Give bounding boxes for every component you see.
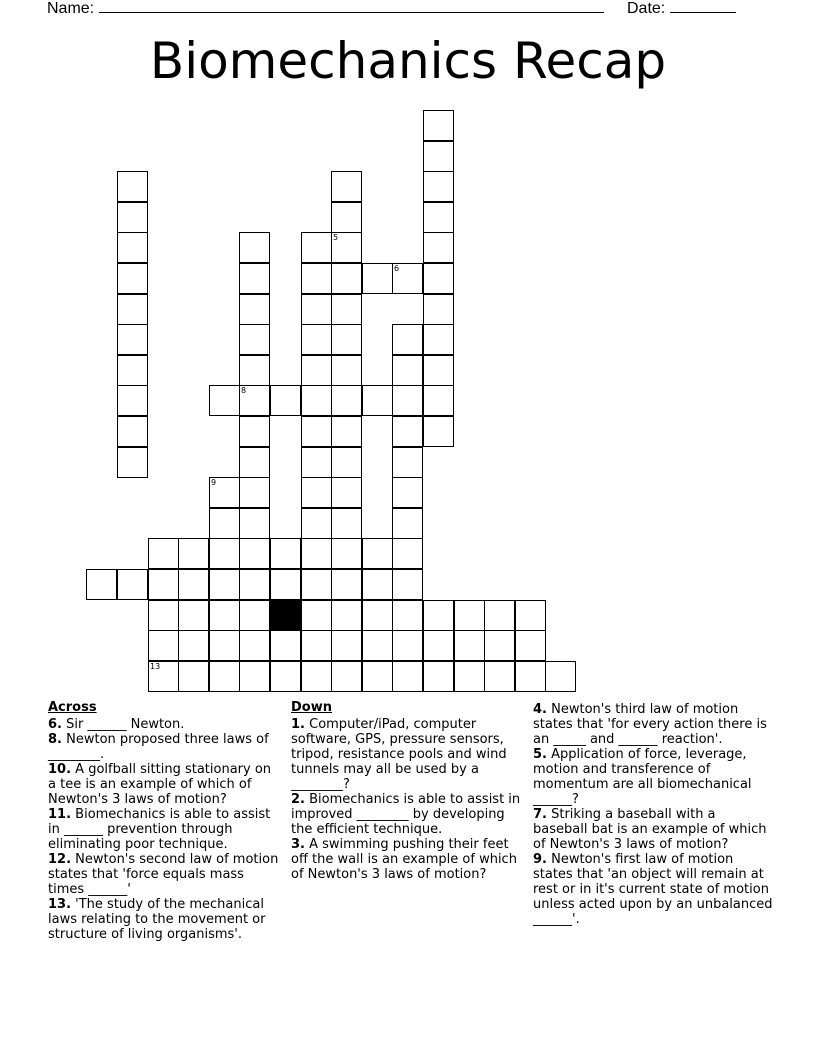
grid-cell[interactable] bbox=[301, 263, 332, 294]
grid-cell[interactable] bbox=[117, 569, 148, 600]
clue-num: 12. bbox=[48, 852, 72, 867]
clue-item bbox=[533, 702, 773, 747]
clue-num: 9. bbox=[533, 852, 547, 867]
grid-cell[interactable] bbox=[148, 569, 179, 600]
grid-cell[interactable] bbox=[362, 385, 393, 416]
grid-cell[interactable] bbox=[423, 630, 454, 661]
down-list bbox=[291, 717, 523, 882]
grid-cell[interactable] bbox=[239, 630, 270, 661]
grid-cell[interactable] bbox=[331, 385, 362, 416]
grid-cell[interactable] bbox=[362, 630, 393, 661]
grid-cell[interactable] bbox=[331, 600, 362, 631]
clue-text: Biomechanics is able to assist in improved ________ by developing the efficient technique. bbox=[291, 792, 521, 837]
clue-item bbox=[291, 717, 523, 792]
clue-num: 4. bbox=[533, 702, 547, 717]
clue-item bbox=[291, 837, 523, 882]
grid-cell[interactable] bbox=[331, 263, 362, 294]
clue-num: 6. bbox=[48, 717, 62, 732]
grid-cell[interactable] bbox=[423, 232, 454, 263]
grid-cell[interactable] bbox=[301, 385, 332, 416]
grid-cell[interactable] bbox=[178, 538, 209, 569]
clue-num: 2. bbox=[291, 792, 305, 807]
clue-text: Newton's third law of motion states that 'for every action there is an _____ and ______ reaction'. bbox=[533, 702, 767, 747]
grid-cell[interactable] bbox=[117, 385, 148, 416]
clue-num: 5. bbox=[533, 747, 547, 762]
grid-cell[interactable] bbox=[392, 569, 423, 600]
grid-cell[interactable] bbox=[209, 477, 240, 508]
grid-cell[interactable] bbox=[239, 569, 270, 600]
grid-cell[interactable] bbox=[423, 416, 454, 447]
grid-cell[interactable] bbox=[117, 294, 148, 325]
clue-item bbox=[48, 717, 283, 732]
grid-cell[interactable] bbox=[178, 630, 209, 661]
grid-cell[interactable] bbox=[454, 661, 485, 692]
grid-cell[interactable] bbox=[454, 600, 485, 631]
grid-cell[interactable] bbox=[484, 630, 515, 661]
grid-cell[interactable] bbox=[331, 416, 362, 447]
grid-cell[interactable] bbox=[545, 661, 576, 692]
clue-num: 1. bbox=[291, 717, 305, 732]
grid-cell[interactable] bbox=[239, 477, 270, 508]
clue-item bbox=[48, 852, 283, 897]
clue-item bbox=[48, 762, 283, 807]
grid-cell[interactable] bbox=[239, 538, 270, 569]
across-heading: Across bbox=[48, 700, 97, 715]
grid-cell[interactable] bbox=[331, 477, 362, 508]
grid-cell[interactable] bbox=[423, 661, 454, 692]
grid-cell[interactable] bbox=[301, 630, 332, 661]
down-heading: Down bbox=[291, 700, 332, 715]
grid-cell[interactable] bbox=[392, 324, 423, 355]
grid-cell[interactable] bbox=[331, 202, 362, 233]
grid-cell[interactable] bbox=[362, 569, 393, 600]
grid-cell[interactable] bbox=[423, 263, 454, 294]
grid-cell[interactable] bbox=[301, 294, 332, 325]
grid-cell[interactable] bbox=[423, 600, 454, 631]
grid-cell[interactable] bbox=[301, 600, 332, 631]
grid-cell[interactable] bbox=[301, 232, 332, 263]
grid-cell[interactable] bbox=[239, 355, 270, 386]
across-clues bbox=[48, 700, 283, 942]
clue-number: 9 bbox=[211, 478, 217, 487]
grid-cell[interactable] bbox=[239, 385, 270, 416]
black-cell bbox=[270, 600, 301, 631]
grid-cell[interactable] bbox=[301, 447, 332, 478]
grid-cell[interactable] bbox=[209, 508, 240, 539]
grid-cell[interactable] bbox=[86, 569, 117, 600]
clue-text: 'The study of the mechanical laws relating to the movement or structure of living organisms'. bbox=[48, 897, 266, 942]
grid-cell[interactable] bbox=[515, 630, 546, 661]
grid-cell[interactable] bbox=[423, 141, 454, 172]
grid-cell[interactable] bbox=[331, 355, 362, 386]
grid-cell[interactable] bbox=[209, 630, 240, 661]
grid-cell[interactable] bbox=[178, 600, 209, 631]
grid-cell[interactable] bbox=[484, 661, 515, 692]
grid-cell[interactable] bbox=[239, 263, 270, 294]
grid-cell[interactable] bbox=[301, 355, 332, 386]
clue-num: 10. bbox=[48, 762, 72, 777]
date-label: Date: bbox=[627, 0, 666, 17]
grid-cell[interactable] bbox=[270, 538, 301, 569]
grid-cell[interactable] bbox=[239, 661, 270, 692]
grid-cell[interactable] bbox=[392, 538, 423, 569]
clue-text: Newton's first law of motion states that 'an object will remain at rest or in it's current state of motion unless acted upon by an unbalanced ______'. bbox=[533, 852, 773, 927]
clue-num: 3. bbox=[291, 837, 305, 852]
grid-cell[interactable] bbox=[423, 171, 454, 202]
grid-cell[interactable] bbox=[423, 324, 454, 355]
clue-num: 7. bbox=[533, 807, 547, 822]
clue-item bbox=[533, 852, 773, 927]
clue-number: 8 bbox=[241, 386, 247, 395]
grid-cell[interactable] bbox=[239, 324, 270, 355]
grid-cell[interactable] bbox=[148, 600, 179, 631]
grid-cell[interactable] bbox=[209, 600, 240, 631]
grid-cell[interactable] bbox=[239, 508, 270, 539]
grid-cell[interactable] bbox=[301, 508, 332, 539]
grid-cell[interactable] bbox=[392, 508, 423, 539]
grid-cell[interactable] bbox=[117, 416, 148, 447]
grid-cell[interactable] bbox=[392, 263, 423, 294]
grid-cell[interactable] bbox=[392, 416, 423, 447]
clue-text: Application of force, leverage, motion and transference of momentum are all biomechanical ______? bbox=[533, 747, 752, 807]
grid-cell[interactable] bbox=[331, 661, 362, 692]
grid-cell[interactable] bbox=[331, 447, 362, 478]
grid-cell[interactable] bbox=[362, 538, 393, 569]
down-clues-continued bbox=[533, 702, 773, 927]
grid-cell[interactable] bbox=[331, 294, 362, 325]
grid-cell[interactable] bbox=[270, 385, 301, 416]
grid-cell[interactable] bbox=[301, 416, 332, 447]
name-label: Name: bbox=[47, 0, 95, 17]
grid-cell[interactable] bbox=[423, 385, 454, 416]
grid-cell[interactable] bbox=[515, 661, 546, 692]
grid-cell[interactable] bbox=[392, 600, 423, 631]
grid-cell[interactable] bbox=[392, 355, 423, 386]
clue-text: Computer/iPad, computer software, GPS, pressure sensors, tripod, resistance pools and wind tunnels may all be used by a ________? bbox=[291, 717, 507, 792]
grid-cell[interactable] bbox=[331, 324, 362, 355]
grid-cell[interactable] bbox=[239, 447, 270, 478]
grid-cell[interactable] bbox=[209, 538, 240, 569]
grid-cell[interactable] bbox=[362, 263, 393, 294]
grid-cell[interactable] bbox=[117, 202, 148, 233]
grid-cell[interactable] bbox=[117, 263, 148, 294]
grid-cell[interactable] bbox=[239, 600, 270, 631]
grid-cell[interactable] bbox=[117, 324, 148, 355]
across-list bbox=[48, 717, 283, 942]
grid-cell[interactable] bbox=[117, 447, 148, 478]
grid-cell[interactable] bbox=[117, 171, 148, 202]
down-clues bbox=[291, 700, 523, 882]
grid-cell[interactable] bbox=[301, 661, 332, 692]
grid-cell[interactable] bbox=[362, 661, 393, 692]
grid-cell[interactable] bbox=[117, 232, 148, 263]
grid-cell[interactable] bbox=[270, 630, 301, 661]
clue-num: 8. bbox=[48, 732, 62, 747]
clue-text: A swimming pushing their feet off the wall is an example of which of Newton's 3 laws of motion? bbox=[291, 837, 517, 882]
grid-cell[interactable] bbox=[331, 508, 362, 539]
clue-item bbox=[48, 807, 283, 852]
clue-text: Striking a baseball with a baseball bat is an example of which of Newton's 3 laws of motion? bbox=[533, 807, 767, 852]
grid-cell[interactable] bbox=[454, 630, 485, 661]
grid-cell[interactable] bbox=[270, 661, 301, 692]
grid-cell[interactable] bbox=[148, 538, 179, 569]
grid-cell[interactable] bbox=[301, 324, 332, 355]
page-title: Biomechanics Recap bbox=[149, 32, 667, 90]
down-list-continued bbox=[533, 702, 773, 927]
clue-item bbox=[48, 732, 283, 762]
grid-cell[interactable] bbox=[331, 171, 362, 202]
clue-text: Sir ______ Newton. bbox=[61, 717, 185, 732]
grid-cell[interactable] bbox=[239, 232, 270, 263]
grid-cell[interactable] bbox=[270, 569, 301, 600]
grid-cell[interactable] bbox=[392, 661, 423, 692]
clue-number: 13 bbox=[150, 662, 161, 671]
grid-cell[interactable] bbox=[148, 630, 179, 661]
clue-number: 6 bbox=[394, 264, 400, 273]
grid-cell[interactable] bbox=[423, 294, 454, 325]
grid-cell[interactable] bbox=[331, 630, 362, 661]
grid-cell[interactable] bbox=[331, 538, 362, 569]
grid-cell[interactable] bbox=[423, 202, 454, 233]
grid-cell[interactable] bbox=[117, 355, 148, 386]
grid-cell[interactable] bbox=[239, 294, 270, 325]
grid-cell[interactable] bbox=[148, 661, 179, 692]
grid-cell[interactable] bbox=[484, 600, 515, 631]
grid-cell[interactable] bbox=[301, 538, 332, 569]
clue-item bbox=[533, 747, 773, 807]
grid-cell[interactable] bbox=[301, 569, 332, 600]
clue-number: 5 bbox=[333, 233, 339, 242]
grid-cell[interactable] bbox=[209, 661, 240, 692]
clue-text: A golfball sitting stationary on a tee is an example of which of Newton's 3 laws of motion? bbox=[48, 762, 272, 807]
grid-cell[interactable] bbox=[331, 232, 362, 263]
grid-cell[interactable] bbox=[392, 447, 423, 478]
grid-cell[interactable] bbox=[209, 385, 240, 416]
clue-text: Newton proposed three laws of ________. bbox=[48, 732, 269, 762]
grid-cell[interactable] bbox=[178, 661, 209, 692]
grid-cell[interactable] bbox=[392, 630, 423, 661]
grid-cell[interactable] bbox=[392, 477, 423, 508]
clue-text: Biomechanics is able to assist in ______ prevention through eliminating poor technique. bbox=[48, 807, 271, 852]
grid-cell[interactable] bbox=[362, 600, 393, 631]
grid-cell[interactable] bbox=[301, 477, 332, 508]
clue-item bbox=[291, 792, 523, 837]
clue-item bbox=[533, 807, 773, 852]
clue-num: 13. bbox=[48, 897, 72, 912]
grid-cell[interactable] bbox=[423, 355, 454, 386]
clue-num: 11. bbox=[48, 807, 72, 822]
grid-cell[interactable] bbox=[392, 385, 423, 416]
grid-cell[interactable] bbox=[209, 569, 240, 600]
grid-cell[interactable] bbox=[239, 416, 270, 447]
grid-cell[interactable] bbox=[423, 110, 454, 141]
grid-cell[interactable] bbox=[178, 569, 209, 600]
clue-item bbox=[48, 897, 283, 942]
grid-cell[interactable] bbox=[331, 569, 362, 600]
grid-cell[interactable] bbox=[515, 600, 546, 631]
clue-text: Newton's second law of motion states that 'force equals mass times ______' bbox=[48, 852, 279, 897]
